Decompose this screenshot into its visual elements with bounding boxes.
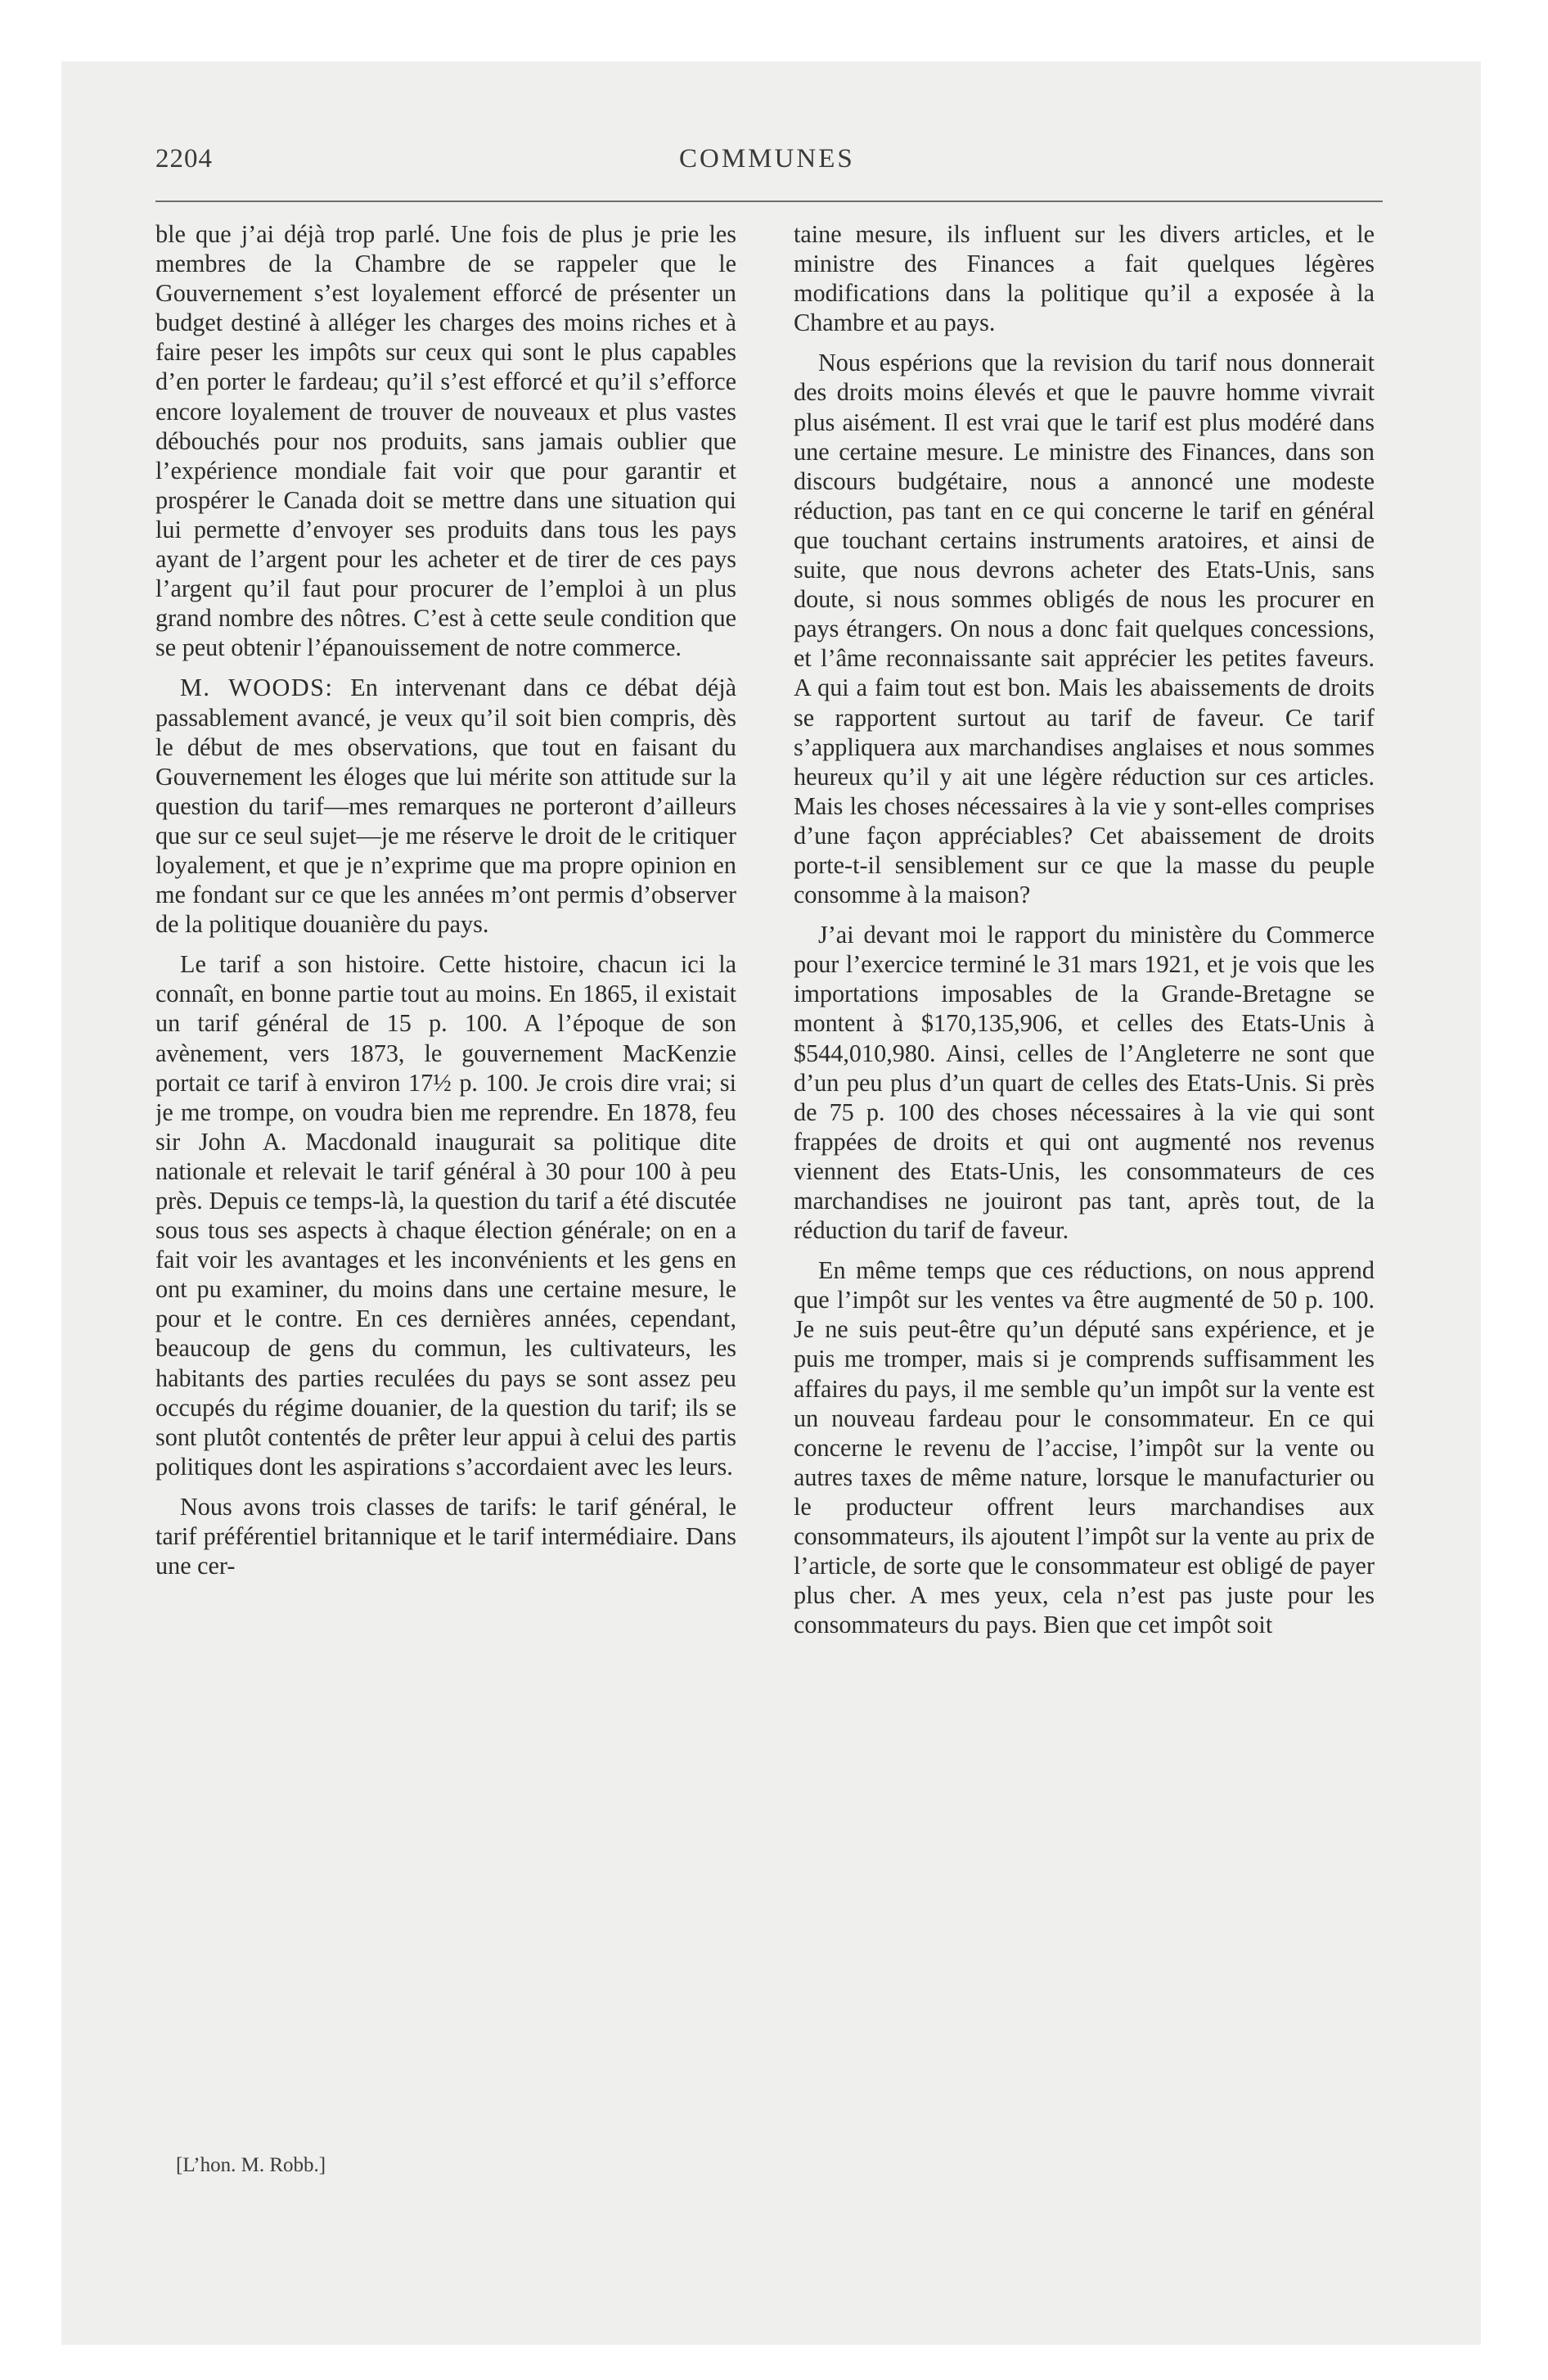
- paragraph: ble que j’ai déjà trop parlé. Une fois de plus je prie les membres de la Chambre de se rappeler que le Gouvernement s’est loyalement efforcé de présenter un budget destiné à alléger les charges des moins riches et à faire peser les impôts sur ceux qui sont le plus capables d’en porter le fardeau; qu’il s’est efforcé et qu’il s’efforce encore loyalement de trouver de nouveaux et plus vastes débouchés pour nos produits, sans jamais oublier que l’expérience mondiale fait voir que pour garantir et prospérer le Canada doit se mettre dans une situation qui lui permette d’envoyer ses produits dans tous les pays ayant de l’argent pour les acheter et de tirer de ces pays l’argent qu’il faut pour procurer de l’emploi à un plus grand nombre des nôtres. C’est à cette seule condition que se peut obtenir l’épanouissement de notre commerce.: [155, 220, 736, 662]
- left-column: [155, 219, 736, 2175]
- right-column: [794, 219, 1375, 2175]
- paragraph: Nous espérions que la revision du tarif nous donnerait des droits moins élevés et que le pauvre homme vivrait plus aisément. Il est vrai que le tarif est plus modéré dans une certaine mesure. Le ministre des Finances, dans son discours budgétaire, nous a annoncé une modeste réduction, pas tant en ce qui concerne le tarif en général que touchant certains instruments aratoires, et ainsi de suite, que nous devrons acheter des Etats-Unis, sans doute, si nous sommes obligés de nous les procurer en pays étrangers. On nous a donc fait quelques concessions, et l’âme reconnaissante sait apprécier les petites faveurs. A qui a faim tout est bon. Mais les abaissements de droits se rapportent surtout au tarif de faveur. Ce tarif s’appliquera aux marchandises anglaises et nous sommes heureux qu’il y ait une légère réduction sur ces articles. Mais les choses nécessaires à la vie y sont-elles comprises d’une façon appréciables? Cet abaissement de droits porte-t-il sensiblement sur ce que la masse du peuple consomme à la maison?: [794, 349, 1375, 909]
- running-head: COMMUNES: [679, 144, 855, 174]
- paragraph: En même temps que ces réductions, on nous apprend que l’impôt sur les ventes va être augmenté de 50 p. 100. Je ne suis peut-être qu’un député sans expérience, et je puis me tromper, mais si je comprends suffisamment les affaires du pays, il me semble qu’un impôt sur la vente est un nouveau fardeau pour le consommateur. En ce qui concerne le revenu de l’accise, l’impôt sur la vente ou autres taxes de même nature, lorsque le manufacturier ou le producteur offrent leurs marchandises aux consommateurs, ils ajoutent l’impôt sur la vente au prix de l’article, de sorte que le consommateur est obligé de payer plus cher. A mes yeux, cela n’est pas juste pour les consommateurs du pays. Bien que cet impôt soit: [794, 1256, 1375, 1639]
- page-number: 2204: [155, 144, 213, 174]
- paragraph: J’ai devant moi le rapport du ministère du Commerce pour l’exercice terminé le 31 mars 1921, et je vois que les importations imposables de la Grande-Bretagne se montent à $170,135,906, et celles des Etats-Unis à $544,010,980. Ainsi, celles de l’Angleterre ne sont que d’un peu plus d’un quart de celles des Etats-Unis. Si près de 75 p. 100 des choses nécessaires à la vie qui sont frappées de droits et qui ont augmenté nos revenus viennent des Etats-Unis, les consommateurs de ces marchandises ne jouiront pas tant, après tout, de la réduction du tarif de faveur.: [794, 921, 1375, 1245]
- header-rule: [155, 201, 1383, 202]
- speaker-name: M. WOODS:: [180, 674, 334, 702]
- page-header: [155, 137, 1383, 178]
- footer-attribution: [L’hon. M. Robb.]: [176, 2154, 326, 2176]
- paragraph: taine mesure, ils influent sur les divers articles, et le ministre des Finances a fait quelques légères modifications dans la politique qu’il a exposée à la Chambre et au pays.: [794, 220, 1375, 337]
- paragraph-text: En intervenant dans ce débat déjà passablement avancé, je veux qu’il soit bien compris, dès le début de mes observations, que tout en faisant du Gouvernement les éloges que lui mérite son attitude sur la question du tarif—mes remarques ne porteront d’ailleurs que sur ce seul sujet—je me réserve le droit de le critiquer loyalement, et que je n’exprime que ma propre opinion en me fondant sur ce que les années m’ont permis d’observer de la politique douanière du pays.: [155, 674, 736, 939]
- paragraph: Nous avons trois classes de tarifs: le tarif général, le tarif préférentiel britannique et le tarif intermédiaire. Dans une cer-: [155, 1492, 736, 1580]
- paragraph: Le tarif a son histoire. Cette histoire, chacun ici la connaît, en bonne partie tout au moins. En 1865, il existait un tarif général de 15 p. 100. A l’époque de son avènement, vers 1873, le gouvernement MacKenzie portait ce tarif à environ 17½ p. 100. Je crois dire vrai; si je me trompe, on voudra bien me reprendre. En 1878, feu sir John A. Macdonald inaugurait sa politique dite nationale et relevait le tarif général à 30 pour 100 à peu près. Depuis ce temps-là, la question du tarif a été discutée sous tous ses aspects à chaque élection générale; on en a fait voir les avantages et les inconvénients et les gens en ont pu examiner, du moins dans une certaine mesure, le pour et le contre. En ces dernières années, cependant, beaucoup de gens du commun, les cultivateurs, les habitants des parties reculées du pays se sont assez peu occupés du régime douanier, de la question du tarif; ils se sont plutôt contentés de prêter leur appui à celui des partis politiques dont les aspirations s’accordaient avec les leurs.: [155, 950, 736, 1481]
- speaker-paragraph: [155, 673, 736, 939]
